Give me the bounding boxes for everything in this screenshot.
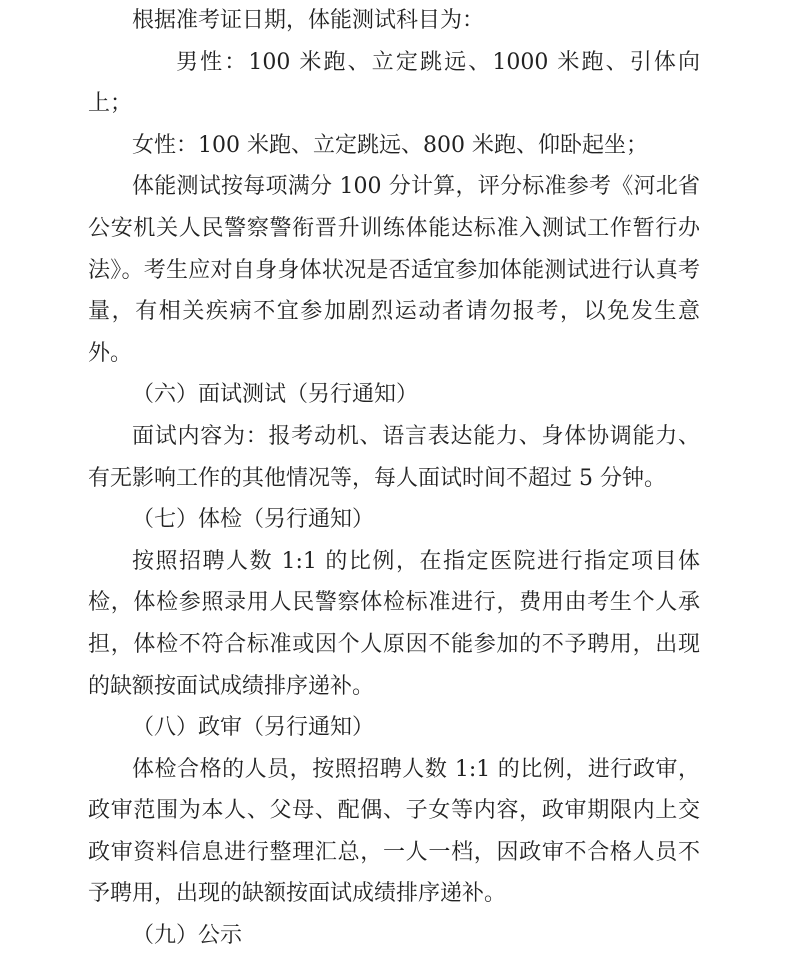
heading-section-7-physical-exam: （七）体检（另行通知） [132, 507, 375, 533]
paragraph-intro: 根据准考证日期，体能测试科目为： [132, 8, 485, 33]
heading-section-6-interview: （六）面试测试（另行通知） [132, 382, 419, 408]
heading-section-9-publicity: （九）公示 [132, 923, 243, 949]
paragraph-interview-content: 面试内容为：报考动机、语言表达能力、身体协调能力、有无影响工作的其他情况等，每人面试时间不超过 5 分钟。 [88, 423, 700, 491]
paragraph-physical-exam-details: 按照招聘人数 1:1 的比例，在指定医院进行指定项目体检，体检参照录用人民警察体检标准进行，费用由考生个人承担，体检不符合标准或因个人原因不能参加的不予聘用，出现的缺额按面试成绩排序递补。 [88, 548, 700, 699]
paragraph-female-events: 女性：100 米跑、立定跳远、800 米跑、仰卧起坐； [132, 132, 648, 158]
paragraph-political-review-details: 体检合格的人员，按照招聘人数 1:1 的比例，进行政审，政审范围为本人、父母、配偶、子女等内容，政审期限内上交政审资料信息进行整理汇总，一人一档，因政审不合格人员不予聘用，出现的缺额按面试成绩排序递补。 [88, 756, 700, 907]
paragraph-male-events: 男性：100 米跑、立定跳远、1000 米跑、引体向上； [88, 49, 700, 117]
document-body [88, 0, 700, 957]
heading-section-8-political-review: （八）政审（另行通知） [132, 715, 375, 741]
paragraph-fitness-scoring: 体能测试按每项满分 100 分计算，评分标准参考《河北省公安机关人民警察警衔晋升训练体能达标准入测试工作暂行办法》。考生应对自身身体状况是否适宜参加体能测试进行认真考量，有相关疾病不宜参加剧烈运动者请勿报考，以免发生意外。 [88, 174, 700, 366]
